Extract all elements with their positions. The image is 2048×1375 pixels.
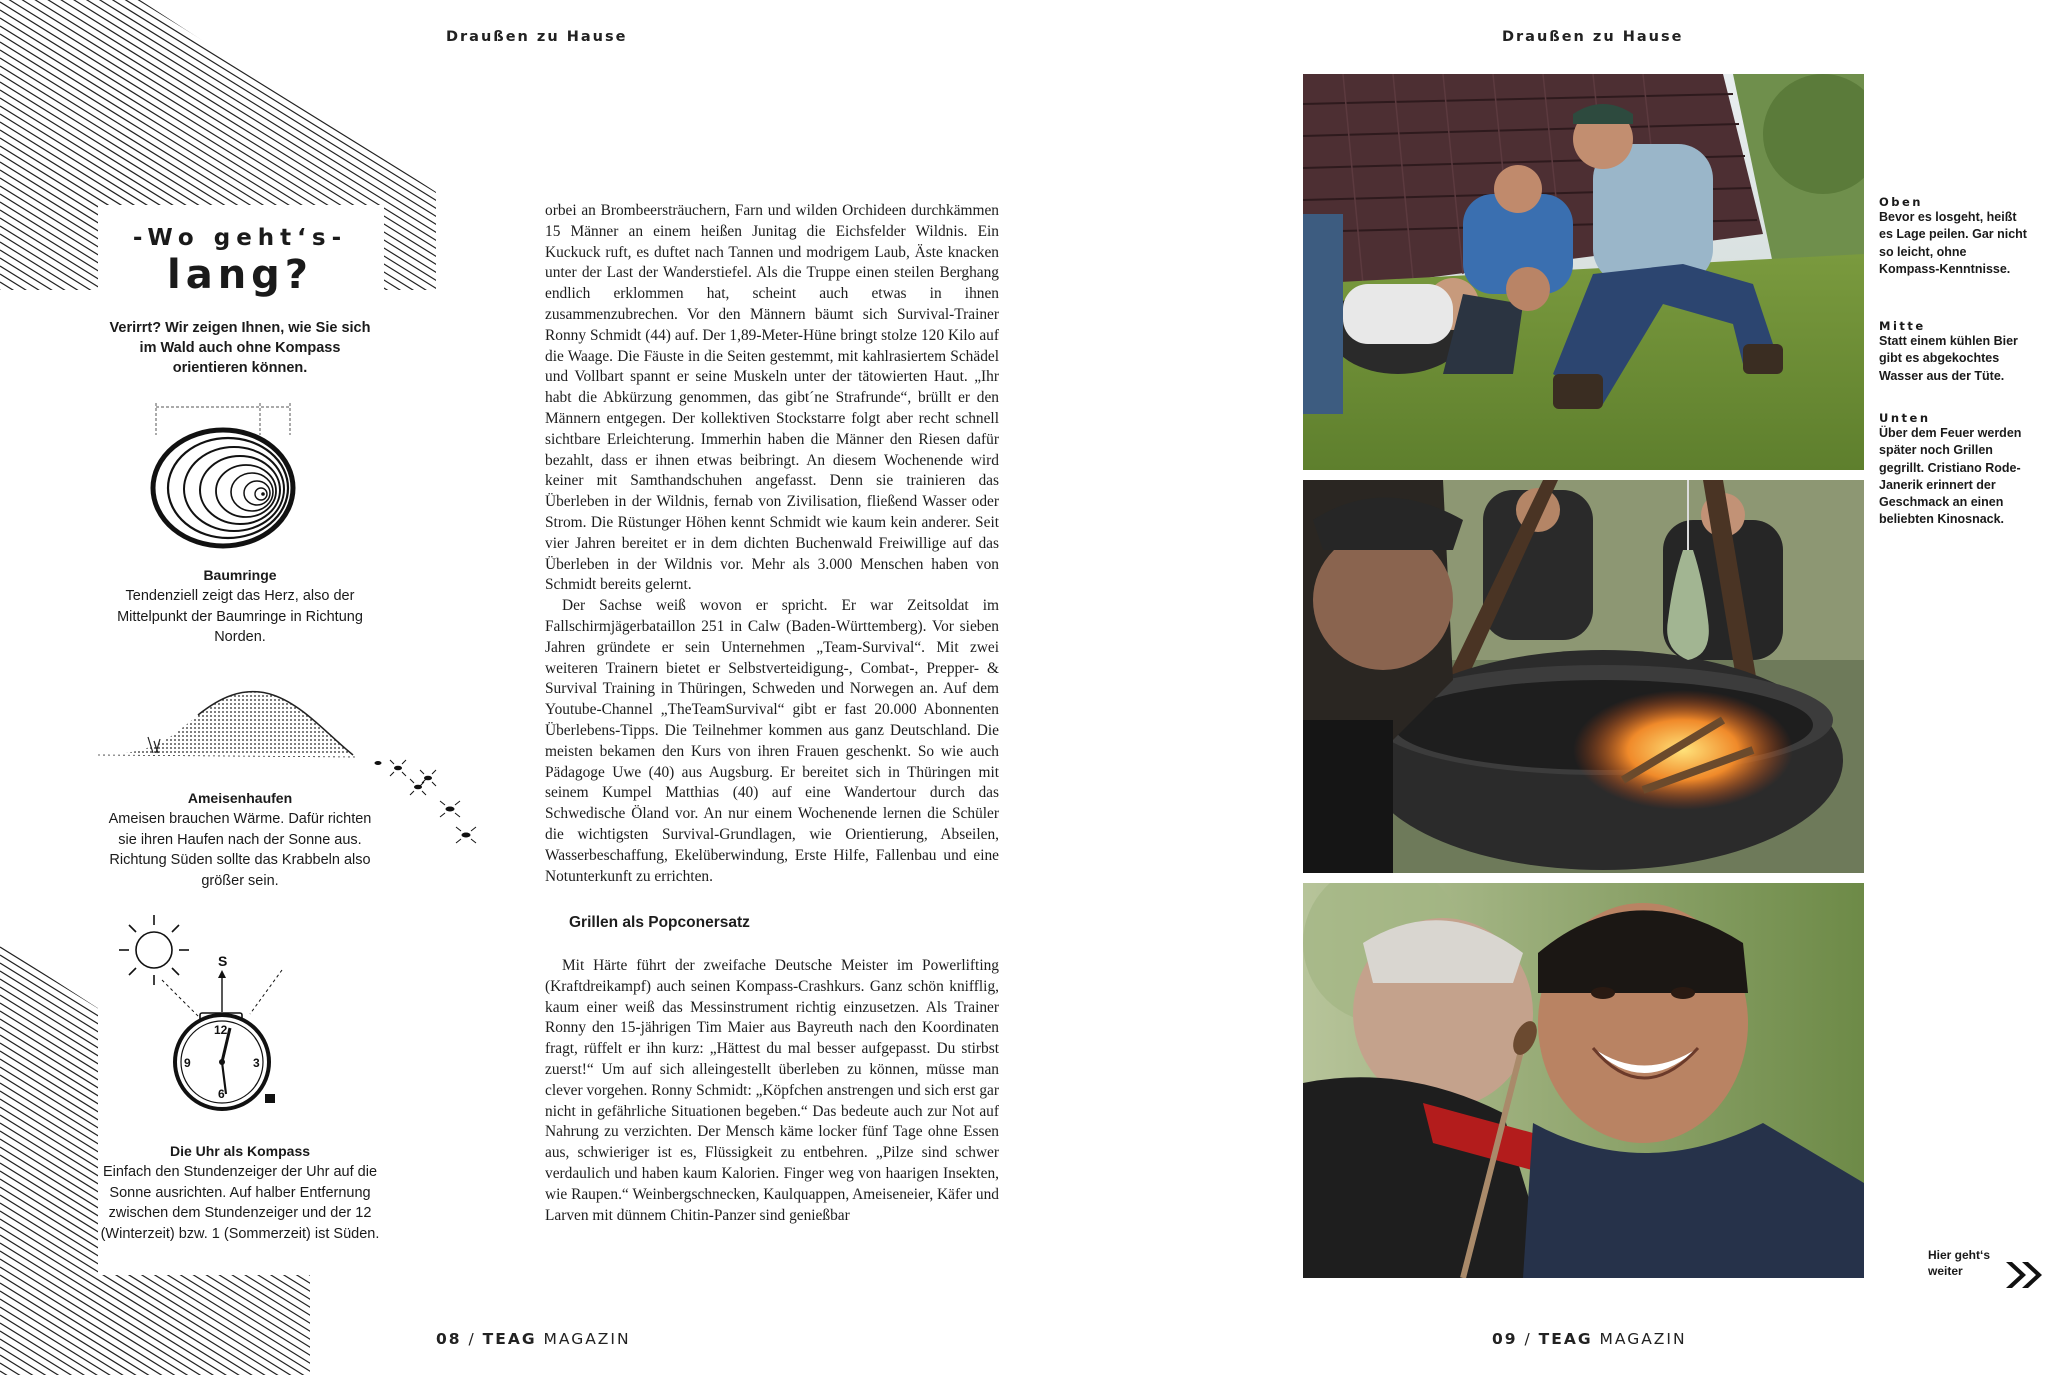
- sidebar-intro: Verirrt? Wir zeigen Ihnen, wie Sie sich im Wald auch ohne Kompass orientieren können.: [109, 320, 371, 376]
- folio-right: 09 / TEAG MAGAZIN: [1492, 1330, 1687, 1348]
- running-head-right: Draußen zu Hause: [1502, 29, 1684, 45]
- caption-label: Mitte: [1879, 319, 1926, 333]
- photo-campfire-cauldron: [1303, 480, 1864, 873]
- compass-south-label: S: [218, 953, 228, 969]
- tip-title-anthill: Ameisenhaufen: [187, 790, 293, 806]
- running-head-left: Draußen zu Hause: [446, 29, 628, 45]
- tip-text-tree-rings: Tendenziell zeigt das Herz, also der Mittelpunkt der Baumringe in Richtung Norden.: [117, 588, 363, 645]
- tip-title-watch: Die Uhr als Kompass: [169, 1143, 311, 1159]
- watch-compass-icon: [92, 910, 292, 1120]
- caption-text: Bevor es losgeht, heißt es Lage peilen. Gar nicht so leicht, ohne Kompass-Kenntnisse.: [1879, 210, 2027, 276]
- photo-compass-group: [1303, 74, 1864, 470]
- article-body: [545, 201, 999, 1226]
- sidebar-title-line1: -Wo geht‘s-: [132, 225, 348, 251]
- caption-text: Über dem Feuer werden später noch Grillen gegrillt. Cristiano Rode-Janerik erinnert der Geschmack an einen beliebten Kinosnack.: [1879, 426, 2022, 527]
- article-paragraph: Mit Härte führt der zweifache Deutsche Meister im Powerlifting (Kraftdreikampf) auch seinen Kompass-Crashkurs. Ganz schön knifflig, kaum einer weiß das Messinstrument richtig einzusetzen. Als Trainer Ronny den 15-jährigen Tim Maier aus Bayreuth nach den Koordinaten fragt, rüffelt er ihn kurz: „Hättest du mal besser aufgepasst. Du stirbst zuerst!“ Um auf sich alleingestellt überleben zu können, müsse man clever vorgehen. Ronny Schmidt: „Köpfchen anstrengen und sich erst gar nicht in gefährliche Situationen begeben.“ Das bedeute auch zur Not auf Nahrung zu verzichten. Der Mensch käme locker fünf Tage ohne Essen aus, schwieriger ist es, Flüssigkeit zu entbehren. „Pilze sind schwer verdaulich und haben kaum Kalorien. Finger weg von haarigen Insekten, wie Raupen.“ Weinbergschnecken, Kaulquappen, Ameiseneier, Käfer und Larven mit dünnem Chitin-Panzer sind genießbar: [545, 957, 999, 1224]
- caption-middle: [1879, 319, 2029, 385]
- double-arrow-right-icon: [2004, 1260, 2048, 1290]
- article-paragraph: Der Sachse weiß wovon er spricht. Er war Zeitsoldat im Fallschirmjägerbataillon 251 in Calw (Baden-Württemberg). Vor sieben Jahren gründete er sein Unternehmen „Team-Survival“. Mit zwei weiteren Trainern bietet er Selbstverteidigung-, Combat-, Prepper- & Survival Training in Thüringen, Schweden und Norwegen an. Auf dem Youtube-Channel „TheTeamSurvival“ gibt er fast 20.000 Abonnenten Überlebens-Tipps. Die Teilnehmer kommen aus ganz Deutschland. Die meisten bekamen den Kurs von ihren Frauen geschenkt. So wie auch Pädagoge Uwe (40) aus Augsburg. Er bereitet sich in Thüringen mit seinem Kumpel Matthias (40) auf eine Wandertour durch das Schwedische Öland vor. An nur einem Wochenende lernen die Schüler die wichtigsten Survival-Grundlagen, wie Orientierung, Abseilen, Wasserbeschaffung, Ekelüberwindung, Erste Hilfe, Fallenbau und eine Notunterkunft zu errichten.: [545, 597, 999, 885]
- tip-title-tree-rings: Baumringe: [203, 567, 277, 583]
- svg-text:12: 12: [214, 1023, 228, 1037]
- svg-text:6: 6: [218, 1087, 225, 1101]
- article-paragraph: orbei an Brombeersträuchern, Farn und wilden Orchideen durchkämmen 15 Männer an einem heißen Junitag die Eichsfelder Wildnis. Ein Kuckuck ruft, es duftet nach Tannen und modrigem Laub, Äste knacken unter der Last der Wanderstiefel. Als die Truppe einen steilen Berghang endlich erklommen hat, scheint auch etwas in ihnen zusammenzubrechen. Vor den Männern bäumt sich Survival-Trainer Ronny Schmidt (44) auf. Der 1,89-Meter-Hüne bringt stolze 120 Kilo auf die Waage. Die Fäuste in die Seiten gestemmt, mit kahlrasiertem Schädel und Vollbart spannt er seine Muskeln unter der tätowierten Haut. „Ihr habt die Abkürzung genommen, das gibt´ne Strafrunde“, brüllt er den Männern entgegen. Der kollektiven Stockstarre folgt aber recht schnell sichtbare Erleichterung. Immerhin haben die Männer den Riesen dafür bezahlt, dass er ihnen etwas beibringt. An diesem Wochenende wird keiner mit Samthandschuhen angefasst. Denn sie trainieren das Überleben in der Wildnis, fernab von Zivilisation, fließend Wasser oder Strom. Die Rüstunger Höhen kennt Schmidt wie kaum kein anderer. Seit vier Jahren bereitet er in dem dichten Buchenwald Freiwillige auf das Überleben in der Wildnis vor. Mehr als 3.000 Menschen haben von Schmidt bereits gelernt.: [545, 202, 999, 594]
- sidebar-title-line2: lang?: [166, 252, 313, 298]
- caption-top: [1879, 195, 2029, 278]
- photo-smiling-man-eating-cricket: [1303, 883, 1864, 1278]
- caption-text: Statt einem kühlen Bier gibt es abgekochtes Wasser aus der Tüte.: [1879, 334, 2018, 383]
- tip-text-anthill: Ameisen brauchen Wärme. Dafür richten sie ihren Haufen nach der Sonne aus. Richtung Süden sollte das Krabbeln also größer sein.: [108, 811, 372, 889]
- folio-left: 08 / TEAG MAGAZIN: [436, 1330, 631, 1348]
- article-subhead: Grillen als Popconersatz: [569, 914, 750, 932]
- tree-rings-icon: [148, 395, 298, 555]
- caption-bottom: [1879, 411, 2029, 529]
- tip-text-watch: Einfach den Stundenzeiger der Uhr auf die Sonne ausrichten. Auf halber Entfernung zwischen dem Stundenzeiger und der 12 (Winterzeit) bzw. 1 (Sommerzeit) ist Süden.: [100, 1164, 380, 1242]
- svg-text:9: 9: [184, 1056, 191, 1070]
- caption-label: Oben: [1879, 195, 1923, 209]
- caption-label: Unten: [1879, 411, 1931, 425]
- continue-text: Hier geht‘s weiter: [1928, 1248, 1991, 1278]
- svg-text:3: 3: [253, 1056, 260, 1070]
